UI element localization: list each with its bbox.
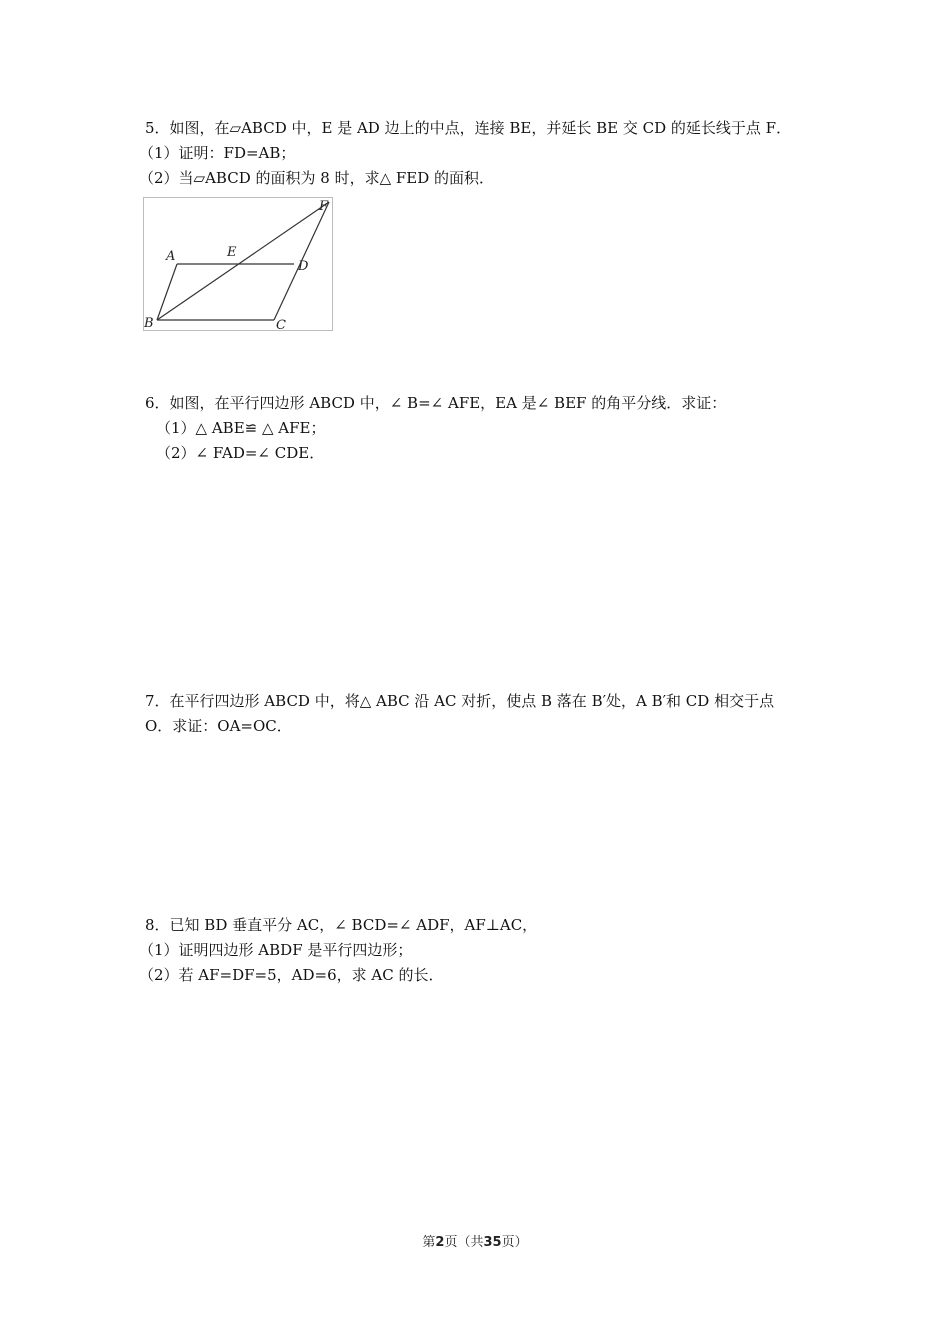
label-d: D bbox=[298, 259, 309, 274]
q8-part1: （1）证明四边形 ABDF 是平行四边形； bbox=[139, 941, 413, 959]
footer-total-pages: 35 bbox=[483, 1235, 502, 1250]
q8-part2: （2）若 AF=DF=5，AD=6，求 AC 的长． bbox=[139, 966, 444, 984]
footer-page-number: 2 bbox=[435, 1235, 445, 1250]
parallelogram-figure bbox=[143, 197, 333, 331]
q5-text: 5．如图，在▱ABCD 中，E 是 AD 边上的中点，连接 BE，并延长 BE 交 CD 的延长线于点 F． bbox=[145, 119, 792, 137]
label-a: A bbox=[166, 249, 176, 264]
parallelogram-diagram bbox=[144, 198, 332, 330]
segment-ab bbox=[157, 264, 177, 320]
q8-text: 8．已知 BD 垂直平分 AC，∠ BCD=∠ ADF，AF⊥AC， bbox=[145, 916, 538, 934]
label-c: C bbox=[276, 318, 286, 330]
page-footer bbox=[0, 1231, 950, 1250]
q5-part1: （1）证明：FD=AB； bbox=[139, 144, 296, 162]
q7-text-line2: O．求证：OA=OC． bbox=[145, 717, 292, 735]
footer-middle: 页（共 bbox=[444, 1235, 484, 1250]
q7-text-line1: 7．在平行四边形 ABCD 中，将△ ABC 沿 AC 对折，使点 B 落在 B′处，A B′和 CD 相交于点 bbox=[145, 692, 775, 710]
q6-part1: （1）△ ABE≌ △ AFE； bbox=[156, 419, 326, 437]
footer-prefix: 第 bbox=[422, 1235, 436, 1250]
label-b: B bbox=[144, 316, 154, 330]
q6-part2: （2）∠ FAD=∠ CDE． bbox=[156, 444, 325, 462]
label-f: F bbox=[319, 199, 329, 214]
q5-part2: （2）当▱ABCD 的面积为 8 时，求△ FED 的面积． bbox=[139, 169, 495, 187]
q6-text: 6．如图，在平行四边形 ABCD 中，∠ B=∠ AFE，EA 是∠ BEF 的角平分线．求证： bbox=[145, 394, 727, 412]
label-e: E bbox=[227, 245, 237, 260]
footer-suffix: 页） bbox=[501, 1235, 528, 1250]
